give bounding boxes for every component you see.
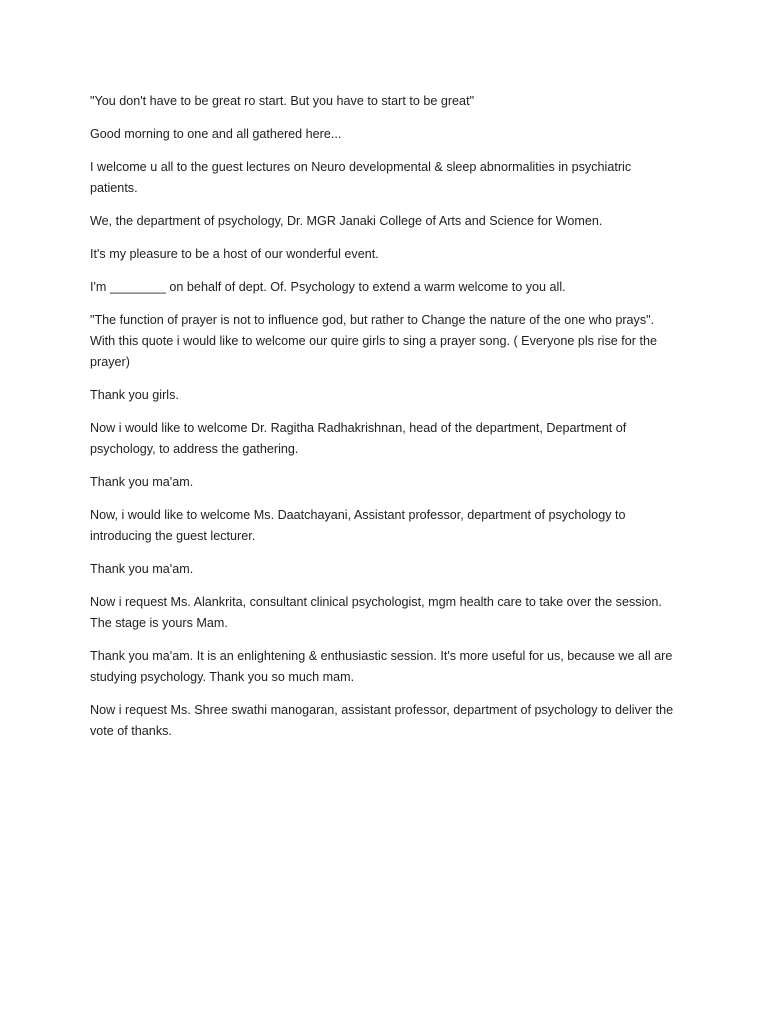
document-body [90, 91, 680, 754]
department-paragraph: We, the department of psychology, Dr. MGR Janaki College of Arts and Science for Women. [90, 214, 603, 228]
hod-welcome-paragraph: Now i would like to welcome Dr. Ragitha Radhakrishnan, head of the department, Department of psychology, to address the gathering. [90, 421, 627, 456]
greeting: Good morning to one and all gathered here... [90, 127, 342, 141]
guest-session-paragraph: Now i request Ms. Alankrita, consultant clinical psychologist, mgm health care to take over the session. The stage is yours Mam. [90, 595, 662, 630]
host-paragraph: It's my pleasure to be a host of our wonderful event. [90, 247, 379, 261]
vote-of-thanks-paragraph: Now i request Ms. Shree swathi manogaran, assistant professor, department of psychology to deliver the vote of thanks. [90, 703, 674, 738]
thanks-maam-2: Thank you ma'am. [90, 562, 194, 576]
introduction-paragraph: I'm ________ on behalf of dept. Of. Psychology to extend a warm welcome to you all. [90, 280, 566, 294]
assistant-professor-paragraph: Now, i would like to welcome Ms. Daatchayani, Assistant professor, department of psychology to introducing the guest lecturer. [90, 508, 626, 543]
opening-quote: "You don't have to be great ro start. But you have to start to be great" [90, 94, 475, 108]
session-thanks-paragraph: Thank you ma'am. It is an enlightening & enthusiastic session. It's more useful for us, because we all are studying psychology. Thank you so much mam. [90, 649, 673, 684]
thanks-girls: Thank you girls. [90, 388, 179, 402]
prayer-paragraph: "The function of prayer is not to influence god, but rather to Change the nature of the one who prays". With this quote i would like to welcome our quire girls to sing a prayer song. ( Everyone pls rise for the prayer) [90, 313, 657, 369]
thanks-maam-1: Thank you ma'am. [90, 475, 194, 489]
welcome-paragraph: I welcome u all to the guest lectures on Neuro developmental & sleep abnormalities in psychiatric patients. [90, 160, 632, 195]
